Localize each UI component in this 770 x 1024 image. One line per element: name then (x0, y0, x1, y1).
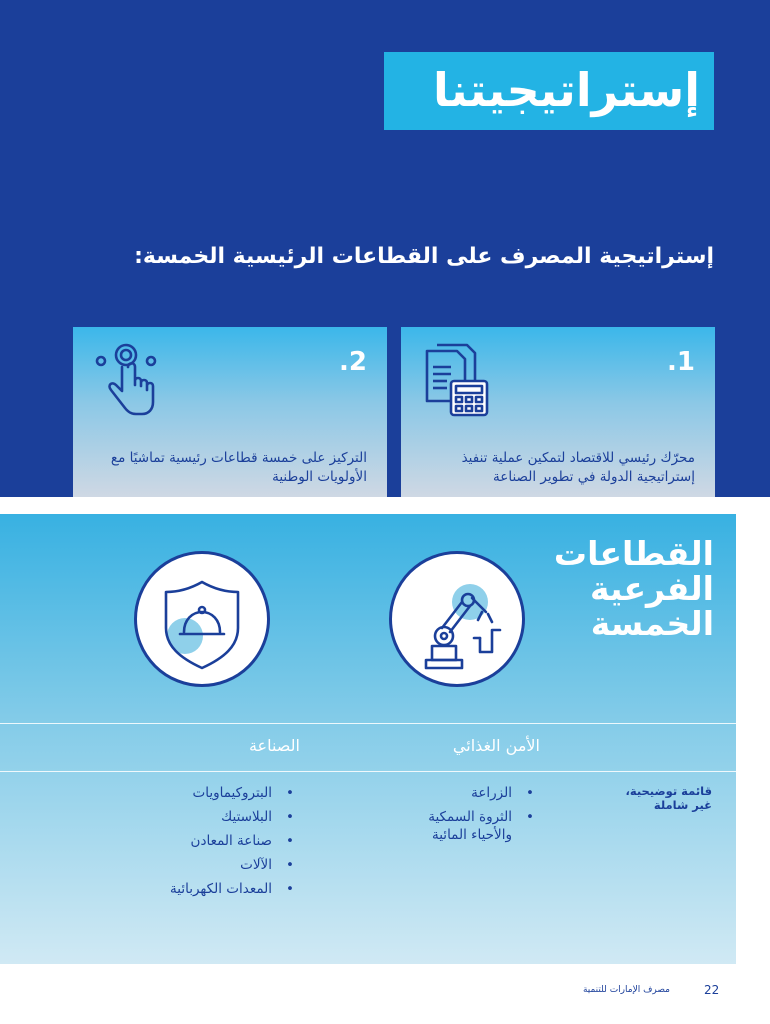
strategy-card-2 (73, 327, 387, 497)
page-number: 22 (704, 983, 720, 997)
illustrative-note: قائمة توضيحية، غير شاملة (625, 784, 712, 812)
card-number: 1. (667, 347, 695, 377)
calculator-documents-icon (417, 341, 495, 419)
list-item: • البتروكيماويات (130, 784, 300, 802)
list-item: • المعدات الكهربائية (130, 880, 300, 898)
industry-heading: الصناعة (248, 736, 300, 755)
title-box (384, 52, 714, 130)
list-item: • البلاستيك (130, 808, 300, 826)
top-section (0, 0, 770, 497)
list-item: • صناعة المعادن (130, 832, 300, 850)
strategy-card-1 (401, 327, 715, 497)
industry-icon-circle (389, 551, 525, 687)
food-shield-icon (137, 554, 267, 684)
card-text: محرّك رئيسي للاقتصاد لتمكين عملية تنفيذ إستراتيجية الدولة في تطوير الصناعة (461, 450, 695, 485)
card-number: 2. (339, 347, 367, 377)
card-text: التركيز على خمسة قطاعات رئيسية تماشيًا مع الأولويات الوطنية (110, 450, 367, 485)
sectors-section (0, 514, 736, 964)
hand-tap-icon (89, 341, 167, 419)
list-item: • الآلات (130, 856, 300, 874)
industry-list (130, 784, 300, 904)
list-item: • الثروة السمكية والأحياء المائية (400, 808, 540, 844)
page-title: إستراتيجيتنا (433, 63, 700, 117)
robot-arm-icon (392, 554, 522, 684)
page-subtitle: إستراتيجية المصرف على القطاعات الرئيسية الخمسة: (134, 244, 714, 269)
list-item: • الزراعة (400, 784, 540, 802)
food-security-icon-circle (134, 551, 270, 687)
divider (0, 771, 736, 772)
food-security-heading: الأمن الغذائي (452, 736, 540, 755)
divider (0, 723, 736, 724)
sectors-title: القطاعات الفرعية الخمسة (553, 534, 714, 643)
food-security-list (400, 784, 540, 850)
publisher-name: مصرف الإمارات للتنمية (582, 985, 670, 995)
